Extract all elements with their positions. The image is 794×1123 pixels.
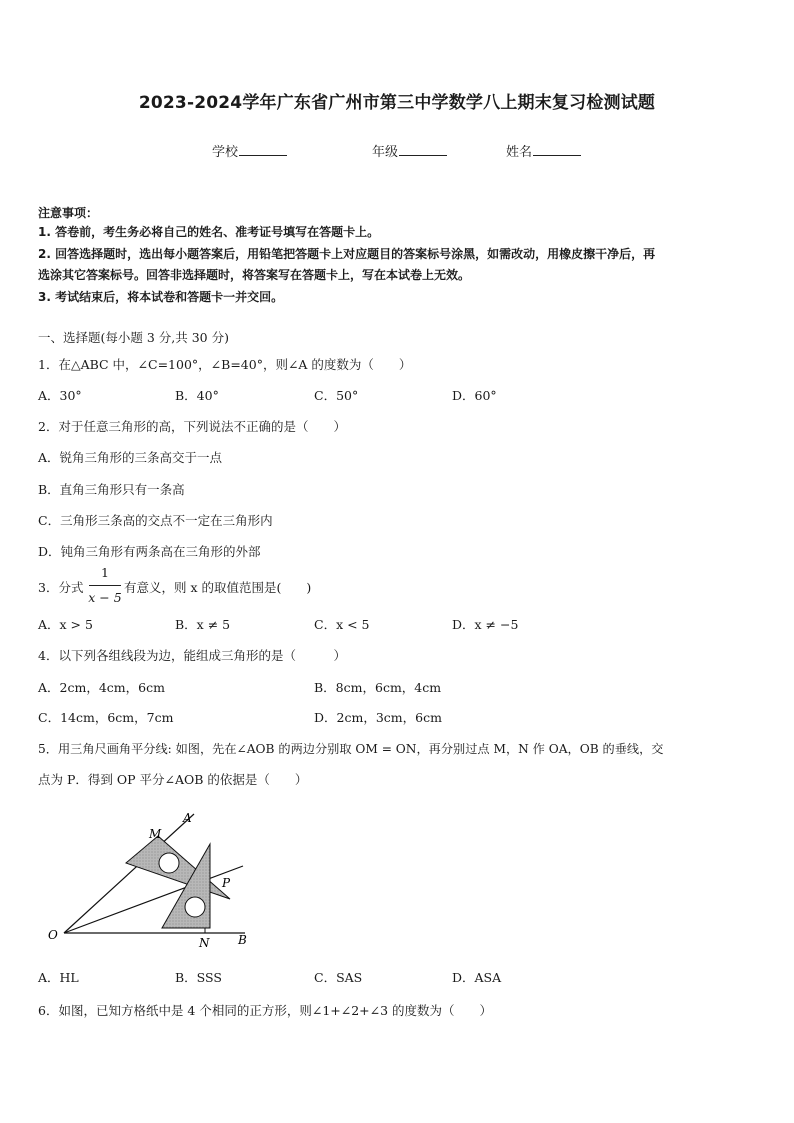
label-n: N	[199, 936, 210, 950]
q2-option-b[interactable]: B．直角三角形只有一条高	[38, 482, 185, 497]
notes-heading: 注意事项：	[38, 206, 99, 220]
q4-stem: 4．以下列各组线段为边，能组成三角形的是（ ）	[38, 648, 346, 663]
q1-option-c[interactable]: C．50°	[314, 388, 359, 403]
set-square-lower-hole	[185, 897, 205, 917]
q3-stem-post: 有意义，则 x 的取值范围是( )	[124, 580, 312, 595]
q3-fraction-denominator: x − 5	[88, 590, 122, 605]
q3-option-c[interactable]: C．x < 5	[314, 617, 370, 632]
q4-option-d[interactable]: D．2cm，3cm，6cm	[314, 710, 442, 725]
q1-option-a[interactable]: A．30°	[38, 388, 82, 403]
name-blank[interactable]	[533, 143, 581, 156]
note-2b: 选涂其它答案标号。回答非选择题时，将答案写在答题卡上，写在本试卷上无效。	[38, 268, 471, 282]
label-o: O	[48, 928, 58, 942]
grade-blank[interactable]	[399, 143, 447, 156]
set-square-upper-hole	[159, 853, 179, 873]
q2-option-a[interactable]: A．锐角三角形的三条高交于一点	[38, 450, 223, 465]
q4-option-a[interactable]: A．2cm，4cm，6cm	[38, 680, 165, 695]
q2-option-d[interactable]: D．钝角三角形有两条高在三角形的外部	[38, 544, 261, 559]
school-label: 学校	[212, 145, 239, 160]
q3-option-a[interactable]: A．x > 5	[38, 617, 93, 632]
section-heading: 一、选择题(每小题 3 分,共 30 分)	[38, 330, 229, 345]
q3-option-b[interactable]: B．x ≠ 5	[175, 617, 231, 632]
q3-fraction-numerator: 1	[101, 565, 109, 580]
q2-stem: 2．对于任意三角形的高，下列说法不正确的是（ ）	[38, 419, 346, 434]
note-2a: 2. 回答选择题时，选出每小题答案后，用铅笔把答题卡上对应题目的答案标号涂黑，如需改动，用橡皮擦干净后，再	[38, 247, 656, 261]
school-field[interactable]	[212, 141, 287, 160]
q5-option-a[interactable]: A．HL	[38, 970, 79, 985]
label-a: A	[183, 811, 192, 825]
label-b: B	[238, 933, 247, 947]
note-3: 3. 考试结束后，将本试卷和答题卡一并交回。	[38, 290, 284, 304]
q5-option-d[interactable]: D．ASA	[452, 970, 502, 985]
q5-stem-line1: 5．用三角尺画角平分线: 如图，先在∠AOB 的两边分别取 OM = ON，再分别过点 M，N 作 OA，OB 的垂线，交	[38, 742, 664, 756]
page-title: 2023-2024学年广东省广州市第三中学数学八上期末复习检测试题	[138, 93, 656, 113]
q3-fraction-bar	[89, 585, 121, 586]
q1-stem: 1．在△ABC 中，∠C=100°，∠B=40°，则∠A 的度数为（ ）	[38, 357, 412, 372]
grade-label: 年级	[372, 145, 399, 160]
name-label: 姓名	[506, 145, 533, 160]
name-field[interactable]	[506, 141, 581, 160]
q2-option-c[interactable]: C．三角形三条高的交点不一定在三角形内	[38, 513, 273, 528]
note-1: 1. 答卷前，考生务必将自己的姓名、准考证号填写在答题卡上。	[38, 225, 380, 239]
label-m: M	[149, 827, 162, 841]
q3-option-d[interactable]: D．x ≠ −5	[452, 617, 519, 632]
grade-field[interactable]	[372, 141, 447, 160]
ray-op	[64, 866, 243, 933]
q6-stem: 6．如图，已知方格纸中是 4 个相同的正方形，则∠1+∠2+∠3 的度数为（ ）	[38, 1003, 493, 1018]
q5-stem-line2: 点为 P．得到 OP 平分∠AOB 的依据是（ ）	[38, 772, 308, 787]
q5-option-b[interactable]: B．SSS	[175, 970, 222, 985]
school-blank[interactable]	[239, 143, 287, 156]
q5-figure	[40, 800, 270, 955]
q4-option-c[interactable]: C．14cm，6cm，7cm	[38, 710, 174, 725]
q5-option-c[interactable]: C．SAS	[314, 970, 363, 985]
label-p: P	[222, 876, 231, 890]
q3-stem-pre: 3．分式	[38, 580, 84, 595]
q1-option-d[interactable]: D．60°	[452, 388, 497, 403]
q1-option-b[interactable]: B．40°	[175, 388, 219, 403]
q4-option-b[interactable]: B．8cm，6cm，4cm	[314, 680, 442, 695]
